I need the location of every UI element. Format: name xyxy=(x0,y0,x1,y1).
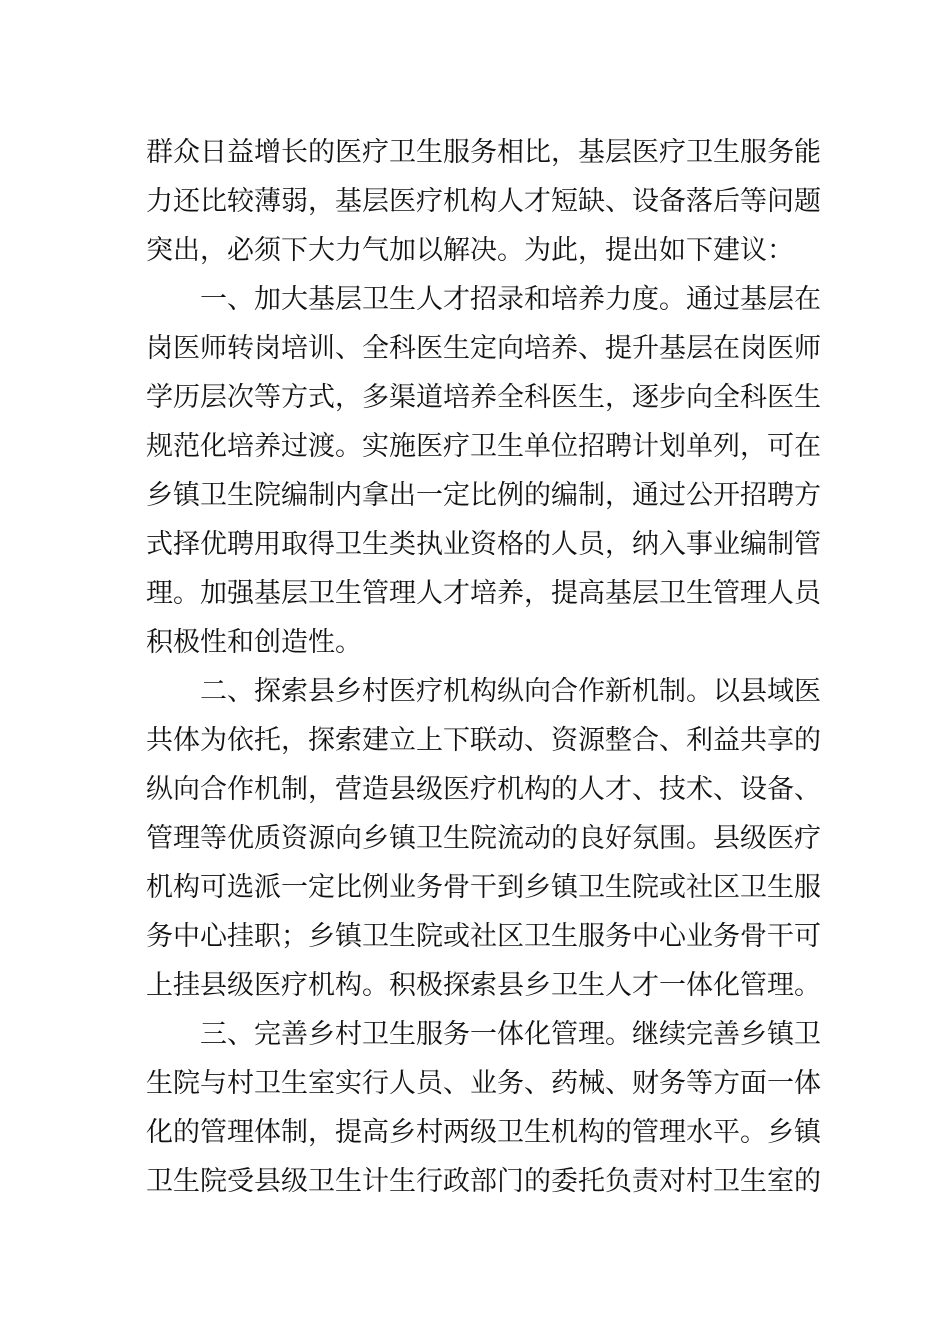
text-line: 机构可选派一定比例业务骨干到乡镇卫生院或社区卫生服 xyxy=(146,872,821,903)
section-1-heading-line: 一、加大基层卫生人才招录和培养力度。通过基层在 xyxy=(200,284,821,315)
text-line: 共体为依托，探索建立上下联动、资源整合、利益共享的 xyxy=(146,725,821,756)
section-3-heading-line: 三、完善乡村卫生服务一体化管理。继续完善乡镇卫 xyxy=(200,1019,821,1050)
text-line: 群众日益增长的医疗卫生服务相比，基层医疗卫生服务能 xyxy=(146,137,821,168)
text-line: 岗医师转岗培训、全科医生定向培养、提升基层在岗医师 xyxy=(146,333,821,364)
text-line: 积极性和创造性。 xyxy=(146,627,362,658)
text-line: 突出，必须下大力气加以解决。为此，提出如下建议： xyxy=(146,235,794,266)
text-line: 规范化培养过渡。实施医疗卫生单位招聘计划单列，可在 xyxy=(146,431,821,462)
document-body xyxy=(146,128,821,1206)
text-line: 管理等优质资源向乡镇卫生院流动的良好氛围。县级医疗 xyxy=(146,823,821,854)
section-2-heading-line: 二、探索县乡村医疗机构纵向合作新机制。以县域医 xyxy=(200,676,821,707)
text-line: 务中心挂职；乡镇卫生院或社区卫生服务中心业务骨干可 xyxy=(146,921,821,952)
text-line: 卫生院受县级卫生计生行政部门的委托负责对村卫生室的 xyxy=(146,1166,821,1197)
text-line: 力还比较薄弱，基层医疗机构人才短缺、设备落后等问题 xyxy=(146,186,821,217)
text-line: 化的管理体制，提高乡村两级卫生机构的管理水平。乡镇 xyxy=(146,1117,821,1148)
text-line: 上挂县级医疗机构。积极探索县乡卫生人才一体化管理。 xyxy=(146,970,821,1001)
text-line: 学历层次等方式，多渠道培养全科医生，逐步向全科医生 xyxy=(146,382,821,413)
text-line: 式择优聘用取得卫生类执业资格的人员，纳入事业编制管 xyxy=(146,529,821,560)
text-line: 乡镇卫生院编制内拿出一定比例的编制，通过公开招聘方 xyxy=(146,480,821,511)
text-line: 生院与村卫生室实行人员、业务、药械、财务等方面一体 xyxy=(146,1068,821,1099)
text-line: 纵向合作机制，营造县级医疗机构的人才、技术、设备、 xyxy=(146,774,821,805)
text-line: 理。加强基层卫生管理人才培养，提高基层卫生管理人员 xyxy=(146,578,821,609)
